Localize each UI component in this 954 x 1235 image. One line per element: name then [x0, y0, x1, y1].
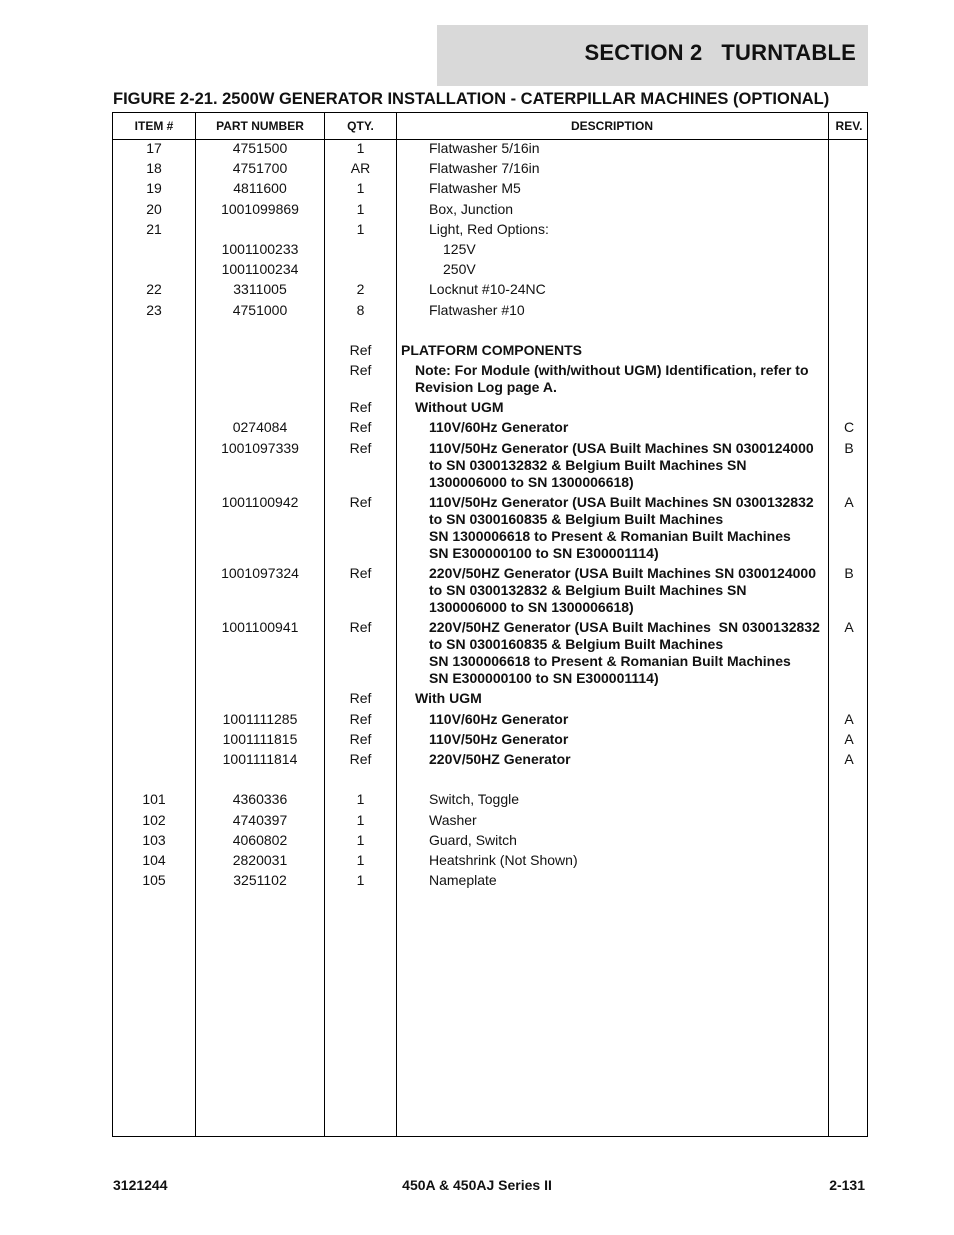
description-cell	[397, 241, 873, 258]
part-number-cell: 1001111815	[222, 730, 298, 747]
description-line: 1300006000 to SN 1300006618)	[429, 599, 634, 615]
table-row	[113, 440, 867, 494]
table-row	[113, 302, 867, 322]
part-number-cell: 4740397	[232, 811, 288, 828]
table-row	[113, 771, 867, 791]
item-cell: 23	[146, 301, 162, 318]
part-number-cell: 4060802	[232, 831, 288, 848]
part-number-cell: 1001111285	[222, 710, 298, 727]
table-row	[113, 322, 867, 342]
description-cell	[397, 399, 845, 416]
description-line: 110V/50Hz Generator	[429, 730, 569, 747]
description-cell	[397, 281, 859, 298]
qty-cell: 1	[356, 831, 365, 848]
table-row	[113, 241, 867, 261]
table-row	[113, 399, 867, 419]
table-row	[113, 261, 867, 281]
description-line: Flatwasher 5/16in	[429, 140, 540, 156]
part-number-cell: 1001099869	[221, 200, 299, 217]
part-number-cell: 1001111814	[222, 750, 298, 767]
table-row	[113, 791, 867, 811]
description-line: With UGM	[415, 690, 482, 707]
description-cell	[397, 751, 859, 768]
item-cell: 105	[142, 872, 166, 889]
table-row	[113, 565, 867, 619]
table-row	[113, 711, 867, 731]
description-line: Without UGM	[415, 399, 504, 416]
description-line: 110V/60Hz Generator	[429, 419, 569, 436]
table-row	[113, 494, 867, 565]
description-cell	[397, 440, 859, 491]
description-line: Light, Red Options:	[429, 220, 549, 237]
description-cell	[397, 690, 845, 707]
table-row	[113, 419, 867, 439]
description-line: to SN 0300132832 & Belgium Built Machines SN	[429, 582, 747, 598]
section-header-box	[437, 25, 868, 86]
table-row	[113, 852, 867, 872]
part-number-cell: 3311005	[233, 281, 287, 298]
item-cell: 17	[146, 140, 162, 156]
description-line: Flatwasher M5	[429, 180, 521, 197]
qty-cell: 1	[356, 791, 365, 808]
table-row	[113, 342, 867, 362]
qty-cell: 8	[356, 301, 365, 318]
qty-cell: Ref	[349, 710, 372, 727]
rev-cell: B	[844, 439, 854, 456]
footer-page-number: 2-131	[829, 1177, 865, 1193]
description-line: to SN 0300160835 & Belgium Built Machines	[429, 636, 724, 653]
table-row	[113, 751, 867, 771]
part-number-cell: 4811600	[233, 180, 287, 197]
qty-cell: Ref	[349, 750, 372, 767]
parts-table	[112, 112, 868, 1137]
description-line: Heatshrink (Not Shown)	[429, 851, 578, 868]
qty-cell: 1	[356, 811, 365, 828]
section-title: SECTION 2 TURNTABLE	[584, 40, 856, 65]
description-line: Switch, Toggle	[429, 791, 520, 808]
qty-cell: Ref	[349, 362, 372, 379]
part-number-cell: 4751500	[232, 140, 288, 156]
qty-cell: Ref	[349, 619, 372, 636]
column-header-part-number: PART NUMBER	[216, 119, 304, 133]
description-line: to SN 0300160835 & Belgium Built Machines	[429, 510, 724, 527]
description-line: 220V/50HZ Generator	[429, 750, 571, 767]
item-cell: 101	[142, 791, 166, 808]
part-number-cell: 1001100942	[221, 493, 299, 510]
description-line: 110V/60Hz Generator	[429, 710, 569, 727]
qty-cell: 1	[356, 851, 365, 868]
part-number-cell: 2820031	[232, 851, 288, 868]
description-line: Box, Junction	[429, 200, 514, 217]
item-cell: 22	[146, 281, 162, 298]
description-line: PLATFORM COMPONENTS	[401, 341, 582, 358]
description-cell	[397, 872, 859, 889]
description-line: to SN 0300132832 & Belgium Built Machines SN	[429, 456, 747, 473]
description-cell	[397, 160, 859, 177]
rev-cell: C	[843, 419, 855, 436]
part-number-cell: 4751000	[232, 301, 288, 318]
description-line: 125V	[443, 240, 476, 257]
description-line: 220V/50HZ Generator (USA Built Machines SN 0300132832	[429, 619, 820, 636]
description-cell	[397, 342, 831, 359]
description-cell	[397, 711, 859, 728]
description-line: 220V/50HZ Generator (USA Built Machines SN 0300124000	[429, 565, 816, 581]
table-row	[113, 140, 867, 160]
qty-cell: Ref	[349, 399, 372, 416]
table-body	[113, 140, 867, 892]
table-row	[113, 812, 867, 832]
footer-doc-number: 3121244	[113, 1177, 168, 1193]
table-header	[113, 113, 867, 140]
table-row	[113, 160, 867, 180]
part-number-cell: 1001100234	[221, 261, 299, 278]
description-line: SN E300000100 to SN E300001114)	[429, 670, 659, 687]
description-cell	[397, 261, 873, 278]
table-row	[113, 832, 867, 852]
description-cell	[397, 180, 859, 197]
part-number-cell: 1001100233	[221, 240, 299, 257]
description-cell	[397, 832, 859, 849]
item-cell: 18	[146, 160, 162, 177]
qty-cell: Ref	[349, 730, 372, 747]
description-line: Nameplate	[429, 872, 497, 889]
table-row	[113, 201, 867, 221]
description-cell	[397, 565, 859, 616]
column-header-item: ITEM #	[134, 119, 174, 133]
part-number-cell: 4360336	[232, 791, 288, 808]
part-number-cell: 1001097324	[221, 565, 299, 581]
description-line: 250V	[443, 261, 476, 278]
table-row	[113, 619, 867, 690]
part-number-cell: 3251102	[233, 872, 287, 889]
table-row	[113, 281, 867, 301]
qty-cell: Ref	[349, 341, 372, 358]
description-cell	[397, 852, 859, 869]
part-number-cell: 1001097339	[221, 439, 299, 456]
column-header-rev: REV.	[835, 119, 863, 133]
item-cell: 102	[142, 811, 166, 828]
qty-cell: AR	[350, 160, 371, 177]
item-cell: 103	[142, 831, 166, 848]
description-line: Revision Log page A.	[415, 379, 557, 396]
description-cell	[397, 362, 845, 396]
qty-cell: 1	[356, 200, 365, 217]
description-line: SN 1300006618 to Present & Romanian Built Machines	[429, 653, 791, 670]
description-cell	[397, 419, 859, 436]
qty-cell: Ref	[349, 565, 372, 581]
rev-cell: B	[844, 565, 854, 581]
table-row	[113, 180, 867, 200]
description-line: Note: For Module (with/without UGM) Identification, refer to	[415, 362, 809, 379]
description-line: Flatwasher 7/16in	[429, 160, 540, 177]
description-cell	[397, 201, 859, 218]
table-row	[113, 362, 867, 399]
description-cell	[397, 302, 859, 319]
description-line: Guard, Switch	[429, 831, 517, 848]
qty-cell: 1	[356, 140, 365, 156]
table-row	[113, 872, 867, 892]
qty-cell: Ref	[349, 690, 372, 707]
part-number-cell: 0274084	[232, 419, 288, 436]
rev-cell: A	[844, 750, 854, 767]
item-cell: 19	[146, 180, 162, 197]
description-line: SN 1300006618 to Present & Romanian Built Machines	[429, 527, 791, 544]
qty-cell: 1	[356, 220, 365, 237]
qty-cell: Ref	[349, 439, 372, 456]
qty-cell: 1	[356, 180, 365, 197]
table-row	[113, 221, 867, 241]
part-number-cell: 1001100941	[221, 619, 299, 636]
description-line: SN E300000100 to SN E300001114)	[429, 544, 659, 561]
description-line: Flatwasher #10	[429, 301, 525, 318]
rev-cell: A	[844, 493, 854, 510]
description-cell	[397, 731, 859, 748]
item-cell: 21	[146, 220, 162, 237]
table-row	[113, 690, 867, 710]
qty-cell: Ref	[349, 493, 372, 510]
rev-cell: A	[844, 730, 854, 747]
qty-cell: 1	[356, 872, 365, 889]
description-cell	[397, 221, 859, 238]
footer-model: 450A & 450AJ Series II	[402, 1177, 552, 1193]
rev-cell: A	[844, 619, 854, 636]
description-cell	[397, 812, 859, 829]
item-cell: 20	[146, 200, 162, 217]
part-number-cell: 4751700	[232, 160, 288, 177]
column-header-description: DESCRIPTION	[570, 119, 653, 133]
qty-cell: Ref	[349, 419, 372, 436]
description-line: Locknut #10-24NC	[429, 281, 546, 298]
description-line: 110V/50Hz Generator (USA Built Machines SN 0300124000	[429, 439, 814, 456]
description-line: 1300006000 to SN 1300006618)	[429, 473, 634, 490]
description-line: 110V/50Hz Generator (USA Built Machines SN 0300132832	[429, 493, 814, 510]
figure-title: FIGURE 2-21. 2500W GENERATOR INSTALLATION - CATERPILLAR MACHINES (OPTIONAL)	[113, 90, 830, 108]
description-cell	[397, 494, 859, 562]
rev-cell: A	[844, 710, 854, 727]
table-row	[113, 731, 867, 751]
description-cell	[397, 140, 859, 157]
column-header-qty: QTY.	[347, 119, 374, 133]
qty-cell: 2	[356, 281, 365, 298]
description-cell	[397, 791, 859, 808]
item-cell: 104	[142, 851, 166, 868]
description-line: Washer	[429, 811, 477, 828]
description-cell	[397, 619, 859, 687]
